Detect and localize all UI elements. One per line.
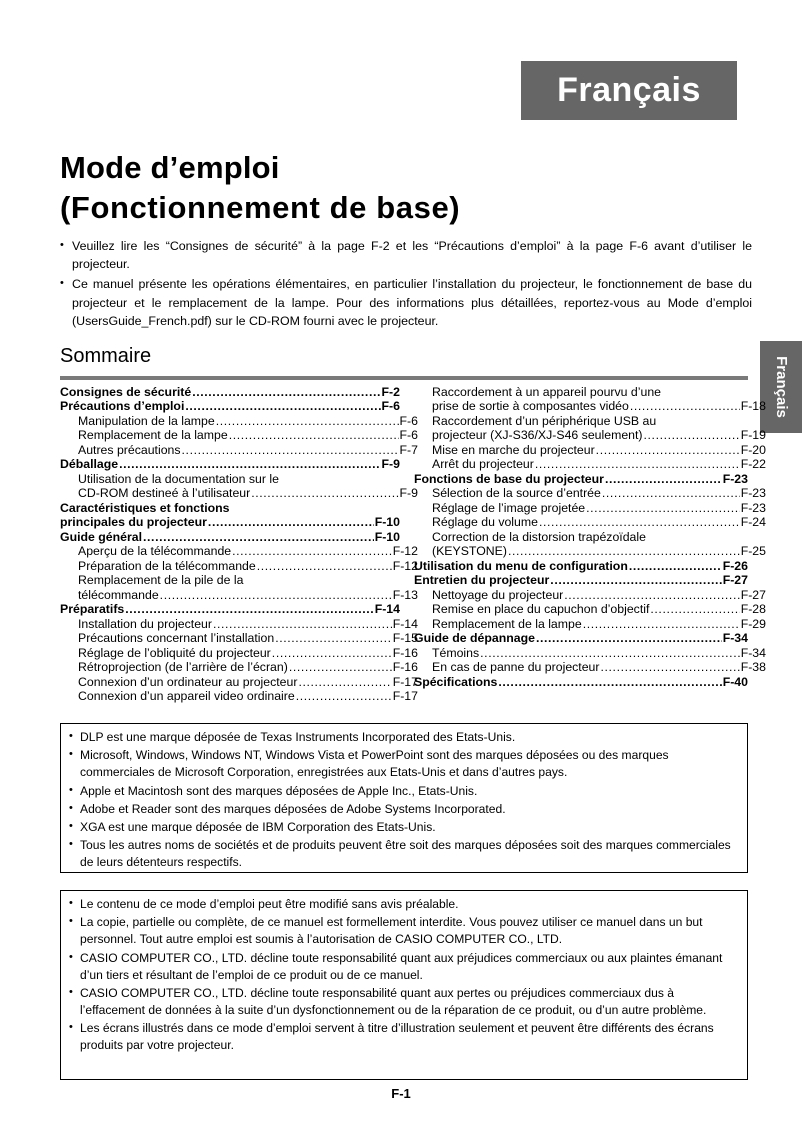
toc-entry-page: F-27 [722,573,748,588]
toc-entry[interactable] [414,487,766,499]
toc-entry-label: Réglage de l’image projetée [432,500,586,515]
toc-entry-label: prise de sortie à composantes vidéo [432,399,629,414]
toc-entry[interactable] [414,415,766,427]
disclaimer-bullet: • CASIO COMPUTER CO., LTD. décline toute responsabilité quant aux préjudices commerciaux ou aux plaintes émanant d’un tiers et résultant de l’emploi de ce produit ou de ce manuel. [69,950,739,984]
toc-entry[interactable] [414,429,766,441]
toc-entry-label: Déballage [60,457,119,472]
toc-entry[interactable] [414,386,766,398]
toc-entry[interactable] [414,531,766,543]
toc-entry-label: Raccordement d’un périphérique USB au [432,413,657,428]
toc-entry-page: F-38 [740,660,766,675]
toc-entry[interactable] [414,560,748,572]
trademark-bullet: • Adobe et Reader sont des marques déposées de Adobe Systems Incorporated. [69,801,739,818]
toc-leader-dots [251,487,398,499]
toc-leader-dots [257,560,392,572]
trademark-notice-box [60,723,748,873]
toc-entry-label: Sélection de la source d’entrée [432,486,601,501]
toc-leader-dots [596,444,740,456]
toc-entry-label: Utilisation de la documentation sur le [78,471,279,486]
toc-leader-dots [232,545,392,557]
toc-entry[interactable] [60,647,418,659]
toc-leader-dots [182,444,399,456]
toc-entry-label: Témoins [432,645,480,660]
toc-entry-page: F-2 [381,385,400,399]
toc-entry-label: Réglage de l’obliquité du projecteur [78,645,271,660]
toc-entry[interactable] [414,458,766,470]
toc-entry-page: F-22 [740,457,766,472]
toc-entry-label: Guide de dépannage [414,631,535,646]
toc-leader-dots [213,618,392,630]
toc-entry[interactable] [60,618,418,630]
toc-entry-label: Entretien du projecteur [414,573,550,588]
toc-entry-label: Nettoyage du projecteur [432,587,564,602]
toc-entry-label: Précautions d’emploi [60,399,185,414]
toc-entry[interactable] [60,603,400,615]
toc-entry[interactable] [414,618,766,630]
toc-leader-dots [216,415,399,427]
toc-entry-page: F-14 [392,616,418,631]
toc-entry-page: F-27 [740,587,766,602]
toc-leader-dots [275,632,392,644]
toc-entry-page: F-16 [392,660,418,675]
toc-entry-label: Correction de la distorsion trapézoïdale [432,529,646,544]
toc-leader-dots [143,531,374,543]
toc-entry-page: F-15 [392,631,418,646]
toc-entry-page: F-23 [740,486,766,501]
language-banner [521,61,737,120]
toc-entry-page: F-13 [392,587,418,602]
toc-entry-page: F-34 [722,631,748,646]
toc-leader-dots [125,603,373,615]
toc-entry[interactable] [60,560,418,572]
toc-entry[interactable] [60,516,400,528]
toc-entry-label: Remplacement de la lampe [78,428,228,443]
toc-entry-page: F-17 [392,689,418,704]
toc-entry-page: F-9 [399,486,418,501]
footer-page-number: F-1 [391,1086,411,1101]
disclaimer-bullet: • CASIO COMPUTER CO., LTD. décline toute responsabilité quant aux pertes ou préjudices commerciaux dus à l’effacement de données à la suite d’un dysfonctionnement ou de la réparation de ce produit, ou d’un autre problème. [69,985,739,1019]
trademark-bullet: • Tous les autres noms de sociétés et de produits peuvent être soit des marques déposées soit des marques commerciales de leurs détenteurs respectifs. [69,837,739,871]
toc-entry[interactable] [414,545,766,557]
toc-entry-page: F-23 [722,471,748,486]
toc-leader-dots [536,632,722,644]
toc-entry-label: Préparation de la télécommande [78,558,256,573]
toc-leader-dots [272,647,392,659]
toc-entry-label: télécommande [78,587,159,602]
toc-entry[interactable] [414,400,766,412]
toc-leader-dots [550,574,721,586]
toc-leader-dots [564,589,739,601]
toc-entry[interactable] [60,661,418,673]
toc-leader-dots [160,589,392,601]
toc-entry-page: F-34 [740,645,766,660]
table-of-contents-right [414,385,766,690]
toc-entry[interactable] [60,502,400,514]
toc-entry[interactable] [414,574,748,586]
toc-entry[interactable] [414,589,766,601]
toc-entry-page: F-17 [392,674,418,689]
toc-entry-label: Connexion d’un ordinateur au projecteur [78,674,298,689]
toc-leader-dots [480,647,740,659]
disclaimer-notice-box [60,890,748,1080]
disclaimer-bullet: • La copie, partielle ou complète, de ce manuel est formellement interdite. Vous pouvez utiliser ce manuel dans un but personnel. Tout autre emploi est soumis à l’autorisation de CASIO COMPUTER CO., LTD. [69,914,739,948]
page-title-line2: (Fonctionnement de base) [60,189,461,225]
language-banner-label: Français [557,71,701,109]
toc-entry-label: Remplacement de la pile de la [78,573,244,588]
toc-leader-dots [192,386,380,398]
toc-entry[interactable] [60,676,418,688]
toc-leader-dots [650,603,739,615]
toc-leader-dots [298,676,391,688]
toc-entry-label: Arrêt du projecteur [432,457,534,472]
trademark-bullet: • Microsoft, Windows, Windows NT, Windows Vista et PowerPoint sont des marques déposées ou des marques commerciales de Microsoft Corporation, enregistrées aux Etats-Unis et dans d’autres pays. [69,747,739,781]
toc-entry-label: projecteur (XJ-S36/XJ-S46 seulement) [432,428,643,443]
toc-entry-label: Consignes de sécurité [60,385,192,399]
toc-entry-page: F-9 [381,457,400,472]
toc-entry-page: F-10 [374,515,400,530]
toc-leader-dots [498,676,721,688]
toc-entry-page: F-26 [722,558,748,573]
toc-leader-dots [601,661,740,673]
toc-leader-dots [629,560,722,572]
toc-entry-page: F-40 [722,674,748,689]
toc-entry-page: F-20 [740,442,766,457]
toc-entry-label: Connexion d’un appareil video ordinaire [78,689,295,704]
toc-entry-label: CD-ROM destineé à l’utilisateur [78,486,251,501]
page-title [60,148,760,227]
toc-entry-page: F-28 [740,602,766,617]
toc-leader-dots [229,429,399,441]
toc-entry[interactable] [60,531,400,543]
toc-entry[interactable] [60,386,400,398]
toc-entry-page: F-23 [740,500,766,515]
toc-entry-label: Guide général [60,529,143,544]
toc-entry[interactable] [60,473,418,485]
toc-entry[interactable] [60,415,418,427]
table-of-contents-left [60,385,418,705]
toc-entry[interactable] [60,444,418,456]
toc-entry-label: Spécifications [414,674,498,689]
toc-leader-dots [208,516,374,528]
toc-entry-label: principales du projecteur [60,515,207,530]
toc-leader-dots [605,473,722,485]
toc-entry-label: Fonctions de base du projecteur [414,471,604,486]
toc-entry-label: (KEYSTONE) [432,544,507,559]
trademark-bullet: • XGA est une marque déposée de IBM Corporation des Etats-Unis. [69,819,739,836]
toc-entry-label: En cas de panne du projecteur [432,660,600,675]
toc-entry-page: F-12 [392,558,418,573]
toc-leader-dots [644,429,740,441]
toc-entry[interactable] [414,647,766,659]
page-title-line1: Mode d’emploi [60,150,280,185]
toc-leader-dots [119,458,380,470]
toc-leader-dots [289,661,392,673]
toc-entry-page: F-14 [374,602,400,617]
toc-entry[interactable] [60,458,400,470]
side-tab-francais [760,341,802,433]
contents-divider [60,376,748,380]
toc-entry[interactable] [60,589,418,601]
toc-entry-page: F-24 [740,515,766,530]
toc-entry-page: F-12 [392,544,418,559]
toc-entry-label: Autres précautions [78,442,181,457]
intro-bullet: • Veuillez lire les “Consignes de sécurité” à la page F-2 et les “Précautions d’emploi” à la page F-6 avant d’utiliser le projecteur. [60,237,752,273]
disclaimer-bullet: • Le contenu de ce mode d’emploi peut être modifié sans avis préalable. [69,896,739,913]
toc-entry[interactable] [60,690,418,702]
toc-leader-dots [630,400,740,412]
toc-entry-page: F-10 [374,529,400,544]
toc-entry-page: F-29 [740,616,766,631]
toc-entry-label: Rétroprojection (de l’arrière de l’écran) [78,660,288,675]
toc-entry-page: F-19 [740,428,766,443]
trademark-bullet: • DLP est une marque déposée de Texas Instruments Incorporated des Etats-Unis. [69,729,739,746]
toc-leader-dots [539,516,740,528]
toc-entry[interactable] [60,487,418,499]
toc-entry-page: F-6 [399,413,418,428]
toc-entry-page: F-6 [399,428,418,443]
toc-entry-page: F-7 [399,442,418,457]
side-tab-label: Français [773,356,790,418]
toc-entry-page: F-25 [740,544,766,559]
toc-entry[interactable] [60,632,418,644]
toc-entry-label: Caractéristiques et fonctions [60,500,230,515]
toc-entry[interactable] [414,632,748,644]
toc-entry-page: F-16 [392,645,418,660]
toc-leader-dots [296,690,392,702]
toc-entry[interactable] [414,603,766,615]
toc-leader-dots [535,458,740,470]
toc-entry[interactable] [414,676,748,688]
toc-entry-label: Mise en marche du projecteur [432,442,595,457]
toc-entry-label: Remplacement de la lampe [432,616,582,631]
toc-leader-dots [185,400,380,412]
toc-entry-label: Installation du projecteur [78,616,212,631]
toc-entry-page: F-18 [740,399,766,414]
intro-notes [60,237,752,332]
toc-entry[interactable] [414,444,766,456]
toc-entry[interactable] [414,502,766,514]
contents-heading: Sommaire [60,345,152,367]
toc-entry-label: Remise en place du capuchon d’objectif [432,602,650,617]
toc-entry-label: Préparatifs [60,602,125,617]
toc-entry[interactable] [60,429,418,441]
toc-leader-dots [583,618,740,630]
trademark-bullet: • Apple et Macintosh sont des marques déposées de Apple Inc., Etats-Unis. [69,783,739,800]
toc-entry[interactable] [414,661,766,673]
toc-entry-label: Précautions concernant l’installation [78,631,275,646]
toc-entry[interactable] [414,516,766,528]
toc-entry[interactable] [414,473,748,485]
toc-entry-label: Raccordement à un appareil pourvu d’une [432,385,662,399]
toc-entry-page: F-6 [381,399,400,414]
toc-entry[interactable] [60,574,418,586]
toc-leader-dots [586,502,740,514]
toc-entry-label: Aperçu de la télécommande [78,544,232,559]
disclaimer-bullet: • Les écrans illustrés dans ce mode d’emploi servent à titre d’illustration seulement et peuvent être différents des écrans produits par votre projecteur. [69,1020,739,1054]
toc-entry-label: Utilisation du menu de configuration [414,558,628,573]
toc-entry[interactable] [60,400,400,412]
toc-entry[interactable] [60,545,418,557]
toc-entry-label: Réglage du volume [432,515,538,530]
toc-entry-label: Manipulation de la lampe [78,413,215,428]
intro-bullet: • Ce manuel présente les opérations élémentaires, en particulier l’installation du projecteur, le fonctionnement de base du projecteur et le remplacement de la lampe. Pour des informations plus détaillées, reportez-vous au Mode d’emploi (UsersGuide_French.pdf) sur le CD-ROM fourni avec le projecteur. [60,275,752,330]
toc-leader-dots [508,545,740,557]
toc-leader-dots [602,487,740,499]
